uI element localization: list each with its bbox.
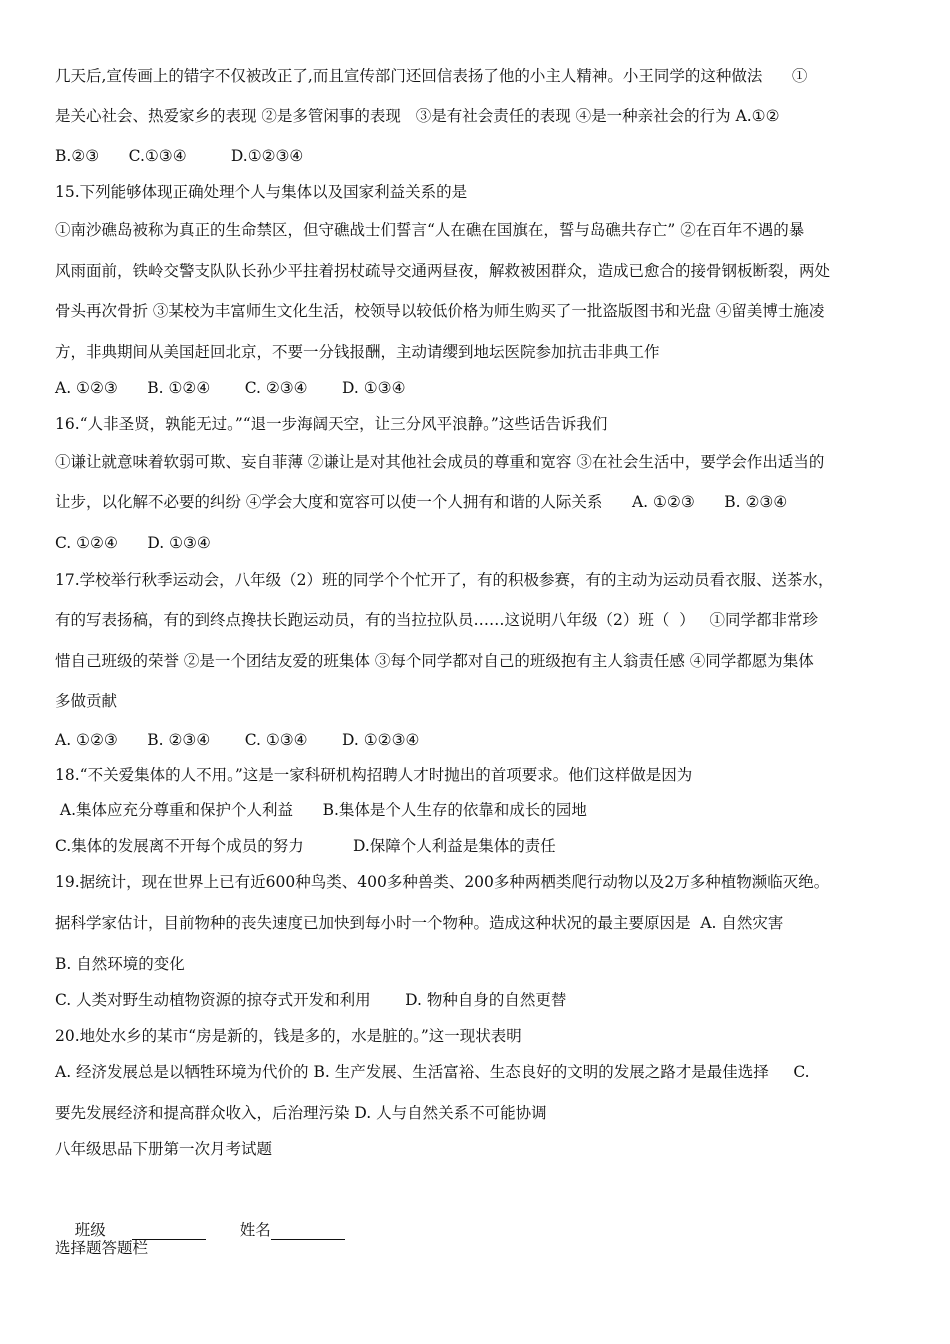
answer-options: B. 自然环境的变化 [55,955,185,973]
answer-options: A.集体应充分尊重和保护个人利益 B.集体是个人生存的依靠和成长的园地 [55,801,587,819]
answer-section-label: 选择题答题栏 [55,1239,149,1257]
exam-title: 八年级思品下册第一次月考试题 [55,1140,273,1158]
question-16: 16.“人非圣贤，孰能无过。”“退一步海阔天空，让三分风平浪静。”这些话告诉我们 [55,415,608,433]
text-line: 多做贡献 [55,692,118,710]
answer-options: C. ①②④ D. ①③④ [55,534,211,552]
text-line: 要先发展经济和提高群众收入，后治理污染 D. 人与自然关系不可能协调 [55,1104,547,1122]
question-18: 18.“不关爱集体的人不用。”这是一家科研机构招聘人才时抛出的首项要求。他们这样做是因为 [55,766,693,784]
text-line: 几天后,宣传画上的错字不仅被改正了,而且宣传部门还回信表扬了他的小主人精神。小王同学的这种做法 ① [55,67,808,85]
question-17: 17.学校举行秋季运动会，八年级（2）班的同学个个忙开了，有的积极参赛，有的主动为运动员看衣服、送茶水， [55,571,834,589]
text-line: B.②③ C.①③④ D.①②③④ [55,147,304,165]
text-line: ①谦让就意味着软弱可欺、妄自菲薄 ②谦让是对其他社会成员的尊重和宽容 ③在社会生活中，要学会作出适当的 [55,453,825,471]
class-label: 班级 [74,1221,106,1239]
answer-options: C.集体的发展离不开每个成员的努力 D.保障个人利益是集体的责任 [55,837,556,855]
text-line: A. 经济发展总是以牺牲环境为代价的 B. 生产发展、生活富裕、生态良好的文明的发展之路才是最佳选择 C. [55,1063,810,1081]
text-line: 风雨面前，铁岭交警支队队长孙少平拄着拐杖疏导交通两昼夜，解救被困群众，造成已愈合的接骨钢板断裂，两处 [55,262,831,280]
question-15: 15.下列能够体现正确处理个人与集体以及国家利益关系的是 [55,183,468,201]
text-line: 方，非典期间从美国赶回北京，不要一分钱报酬，主动请缨到地坛医院参加抗击非典工作 [55,343,660,361]
answer-options: A. ①②③ B. ①②④ C. ②③④ D. ①③④ [55,379,406,397]
answer-options: A. ①②③ B. ②③④ C. ①③④ D. ①②③④ [55,731,420,749]
text-line: ①南沙礁岛被称为真正的生命禁区，但守礁战士们誓言“人在礁在国旗在，誓与岛礁共存亡” ②在百年不遇的暴 [55,221,805,239]
text-line: 骨头再次骨折 ③某校为丰富师生文化生活，校领导以较低价格为师生购买了一批盗版图书和光盘 ④留美博士施凌 [55,302,825,320]
question-20: 20.地处水乡的某市“房是新的，钱是多的，水是脏的。”这一现状表明 [55,1027,522,1045]
text-line: 据科学家估计，目前物种的丧失速度已加快到每小时一个物种。造成这种状况的最主要原因是 A. 自然灾害 [55,914,784,932]
name-blank[interactable] [271,1223,345,1240]
text-line: 让步，以化解不必要的纠纷 ④学会大度和宽容可以使一个人拥有和谐的人际关系 A. ①②③ B. ②③④ [55,493,788,511]
text-line: 惜自己班级的荣誉 ②是一个团结友爱的班集体 ③每个同学都对自己的班级抱有主人翁责任感 ④同学都愿为集体 [55,652,814,670]
text-line: 有的写表扬稿，有的到终点搀扶长跑运动员，有的当拉拉队员……这说明八年级（2）班（ ） ①同学都非常珍 [55,611,819,629]
question-19: 19.据统计，现在世界上已有近600种鸟类、400多种兽类、200多种两栖类爬行动物以及2万多种植物濒临灭绝。 [55,873,830,891]
name-label: 姓名 [239,1221,271,1239]
answer-options: C. 人类对野生动植物资源的掠夺式开发和利用 D. 物种自身的自然更替 [55,991,567,1009]
text-line: 是关心社会、热爱家乡的表现 ②是多管闲事的表现 ③是有社会责任的表现 ④是一种亲社会的行为 A.①② [55,107,780,125]
